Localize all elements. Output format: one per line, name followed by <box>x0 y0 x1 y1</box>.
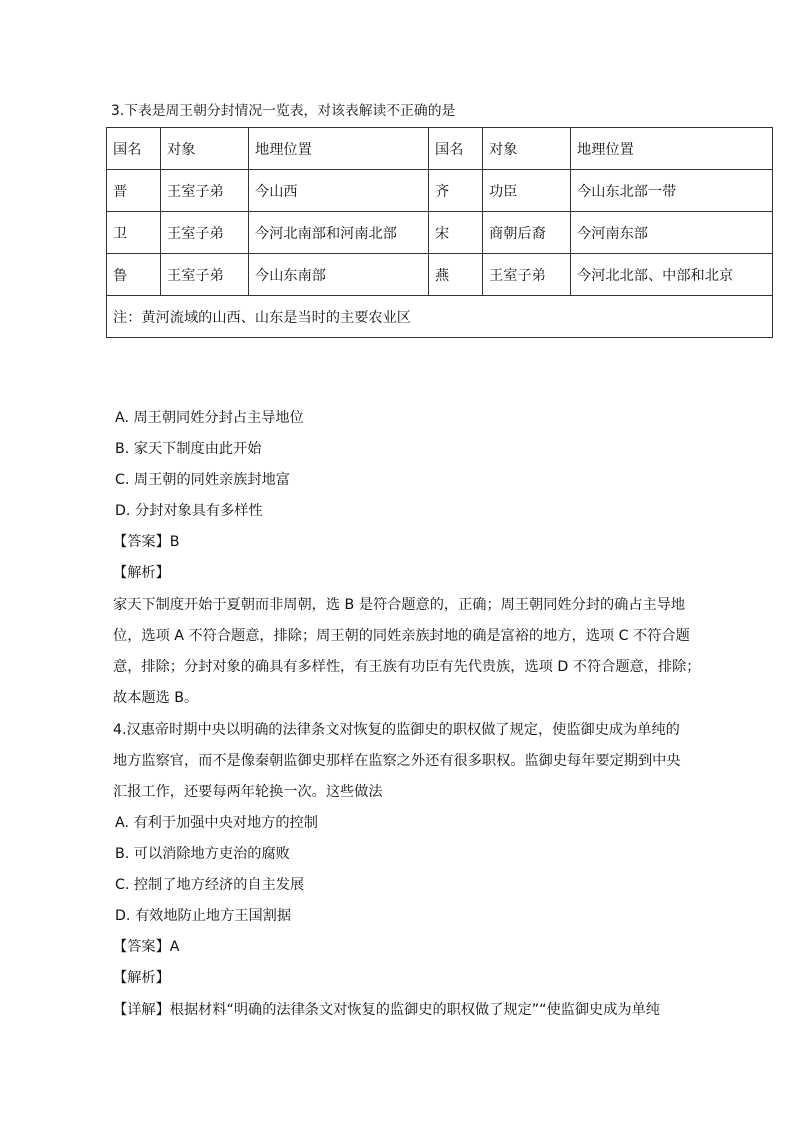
table-cell: 功臣 <box>483 170 571 212</box>
table-cell: 今山东南部 <box>249 254 429 296</box>
question-4-stem-line: 汇报工作，还要每两年轮换一次。这些做法 <box>113 784 383 800</box>
table-cell: 齐 <box>429 170 483 212</box>
question-3-stem: 3.下表是周王朝分封情况一览表，对该表解读不正确的是 <box>111 103 456 119</box>
q3-analysis-line: 位，选项 A 不符合题意，排除；周王朝的同姓亲族封地的确是富裕的地方，选项 C 不符合题 <box>113 628 690 644</box>
table-cell: 宋 <box>429 212 483 254</box>
q4-option-d: D. 有效地防止地方王国割据 <box>115 908 292 924</box>
table-cell: 今河北北部、中部和北京 <box>571 254 773 296</box>
table-cell: 晋 <box>107 170 161 212</box>
q4-analysis-label: 【解析】 <box>113 970 170 986</box>
table-cell: 鲁 <box>107 254 161 296</box>
table-row <box>107 212 773 254</box>
header-cell: 国名 <box>107 128 161 170</box>
q3-option-a: A. 周王朝同姓分封占主导地位 <box>115 410 304 426</box>
table-row <box>107 254 773 296</box>
header-cell: 地理位置 <box>249 128 429 170</box>
table-cell: 卫 <box>107 212 161 254</box>
q3-analysis-label: 【解析】 <box>113 565 170 581</box>
table-note: 注：黄河流域的山西、山东是当时的主要农业区 <box>107 296 773 338</box>
header-cell: 对象 <box>161 128 249 170</box>
q4-option-c: C. 控制了地方经济的自主发展 <box>115 877 305 893</box>
table-cell: 今河南东部 <box>571 212 773 254</box>
q3-answer: 【答案】B <box>113 534 180 550</box>
table-cell: 王室子弟 <box>483 254 571 296</box>
question-4-stem-line: 地方监察官，而不是像秦朝监御史那样在监察之外还有很多职权。监御史每年要定期到中央 <box>113 753 681 769</box>
q3-option-d: D. 分封对象具有多样性 <box>115 503 263 519</box>
q4-option-a: A. 有利于加强中央对地方的控制 <box>115 815 318 831</box>
q3-option-b: B. 家天下制度由此开始 <box>115 441 262 457</box>
table-row <box>107 170 773 212</box>
table-cell: 今山东北部一带 <box>571 170 773 212</box>
table-cell: 今河北南部和河南北部 <box>249 212 429 254</box>
q4-detail-line: 【详解】根据材料“明确的法律条文对恢复的监御史的职权做了规定”“使监御史成为单纯 <box>113 1002 660 1018</box>
header-cell: 对象 <box>483 128 571 170</box>
table-note-row <box>107 296 773 338</box>
q3-analysis-line: 家天下制度开始于夏朝而非周朝，选 B 是符合题意的，正确；周王朝同姓分封的确占主导地 <box>113 597 686 613</box>
table-header-row <box>107 128 773 170</box>
table-cell: 王室子弟 <box>161 254 249 296</box>
q4-option-b: B. 可以消除地方吏治的腐败 <box>115 846 290 862</box>
table-cell: 王室子弟 <box>161 212 249 254</box>
header-cell: 国名 <box>429 128 483 170</box>
q4-answer: 【答案】A <box>113 939 180 955</box>
q3-option-c: C. 周王朝的同姓亲族封地富 <box>115 472 290 488</box>
q3-analysis-line: 故本题选 B。 <box>113 690 199 706</box>
question-4-stem-line: 4.汉惠帝时期中央以明确的法律条文对恢复的监御史的职权做了规定，使监御史成为单纯的 <box>113 722 680 738</box>
table-cell: 商朝后裔 <box>483 212 571 254</box>
table-cell: 王室子弟 <box>161 170 249 212</box>
table-cell: 今山西 <box>249 170 429 212</box>
header-cell: 地理位置 <box>571 128 773 170</box>
table-cell: 燕 <box>429 254 483 296</box>
fenfeng-table <box>106 127 773 338</box>
q3-analysis-line: 意，排除；分封对象的确具有多样性，有王族有功臣有先代贵族，选项 D 不符合题意，排除； <box>113 659 701 675</box>
